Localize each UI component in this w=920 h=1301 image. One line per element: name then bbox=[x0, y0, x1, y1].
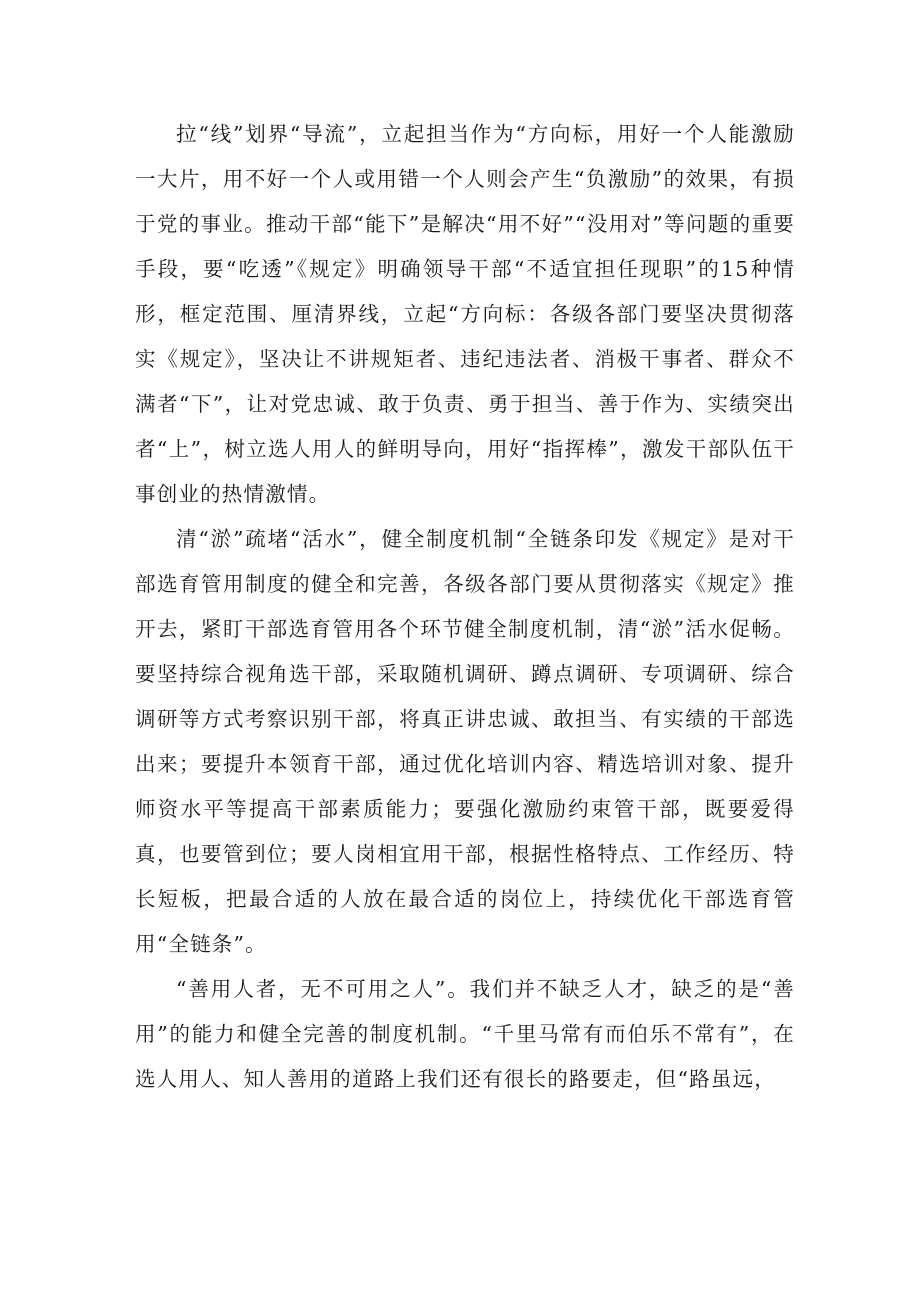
document-body bbox=[135, 112, 795, 1102]
paragraph-system-chain: 清“淤”疏堵“活水”，健全制度机制“全链条印发《规定》是对干部选育管用制度的健全和完善，各级各部门要从贯彻落实《规定》推开去，紧盯干部选育管用各个环节健全制度机制，清“淤”活水促畅。要坚持综合视角选干部，采取随机调研、蹲点调研、专项调研、综合调研等方式考察识别干部，将真正讲忠诚、敢担当、有实绩的干部选出来；要提升本领育干部，通过优化培训内容、精选培训对象、提升师资水平等提高干部素质能力；要强化激励约束管干部，既要爱得真，也要管到位；要人岗相宜用干部，根据性格特点、工作经历、特长短板，把最合适的人放在最合适的岗位上，持续优化干部选育管用“全链条”。 bbox=[135, 527, 795, 956]
paragraph-direction-marker: 拉“线”划界“导流”，立起担当作为“方向标，用好一个人能激励一大片，用不好一个人或用错一个人则会产生“负激励”的效果，有损于党的事业。推动干部“能下”是解决“用不好”“没用对”等问题的重要手段，要“吃透”《规定》明确领导干部“不适宜担任现职”的15种情形，框定范围、厘清界线，立起“方向标：各级各部门要坚决贯彻落实《规定》，坚决让不讲规矩者、违纪违法者、消极干事者、群众不满者“下”，让对党忠诚、敢于负责、勇于担当、善于作为、实绩突出者“上”，树立选人用人的鲜明导向，用好“指挥棒”，激发干部队伍干事创业的热情激情。 bbox=[135, 122, 795, 506]
paragraph-good-use-of-people: “善用人者，无不可用之人”。我们并不缺乏人才，缺乏的是“善用”的能力和健全完善的制度机制。“千里马常有而伯乐不常有”，在选人用人、知人善用的道路上我们还有很长的路要走，但“路虽远， bbox=[135, 977, 795, 1091]
